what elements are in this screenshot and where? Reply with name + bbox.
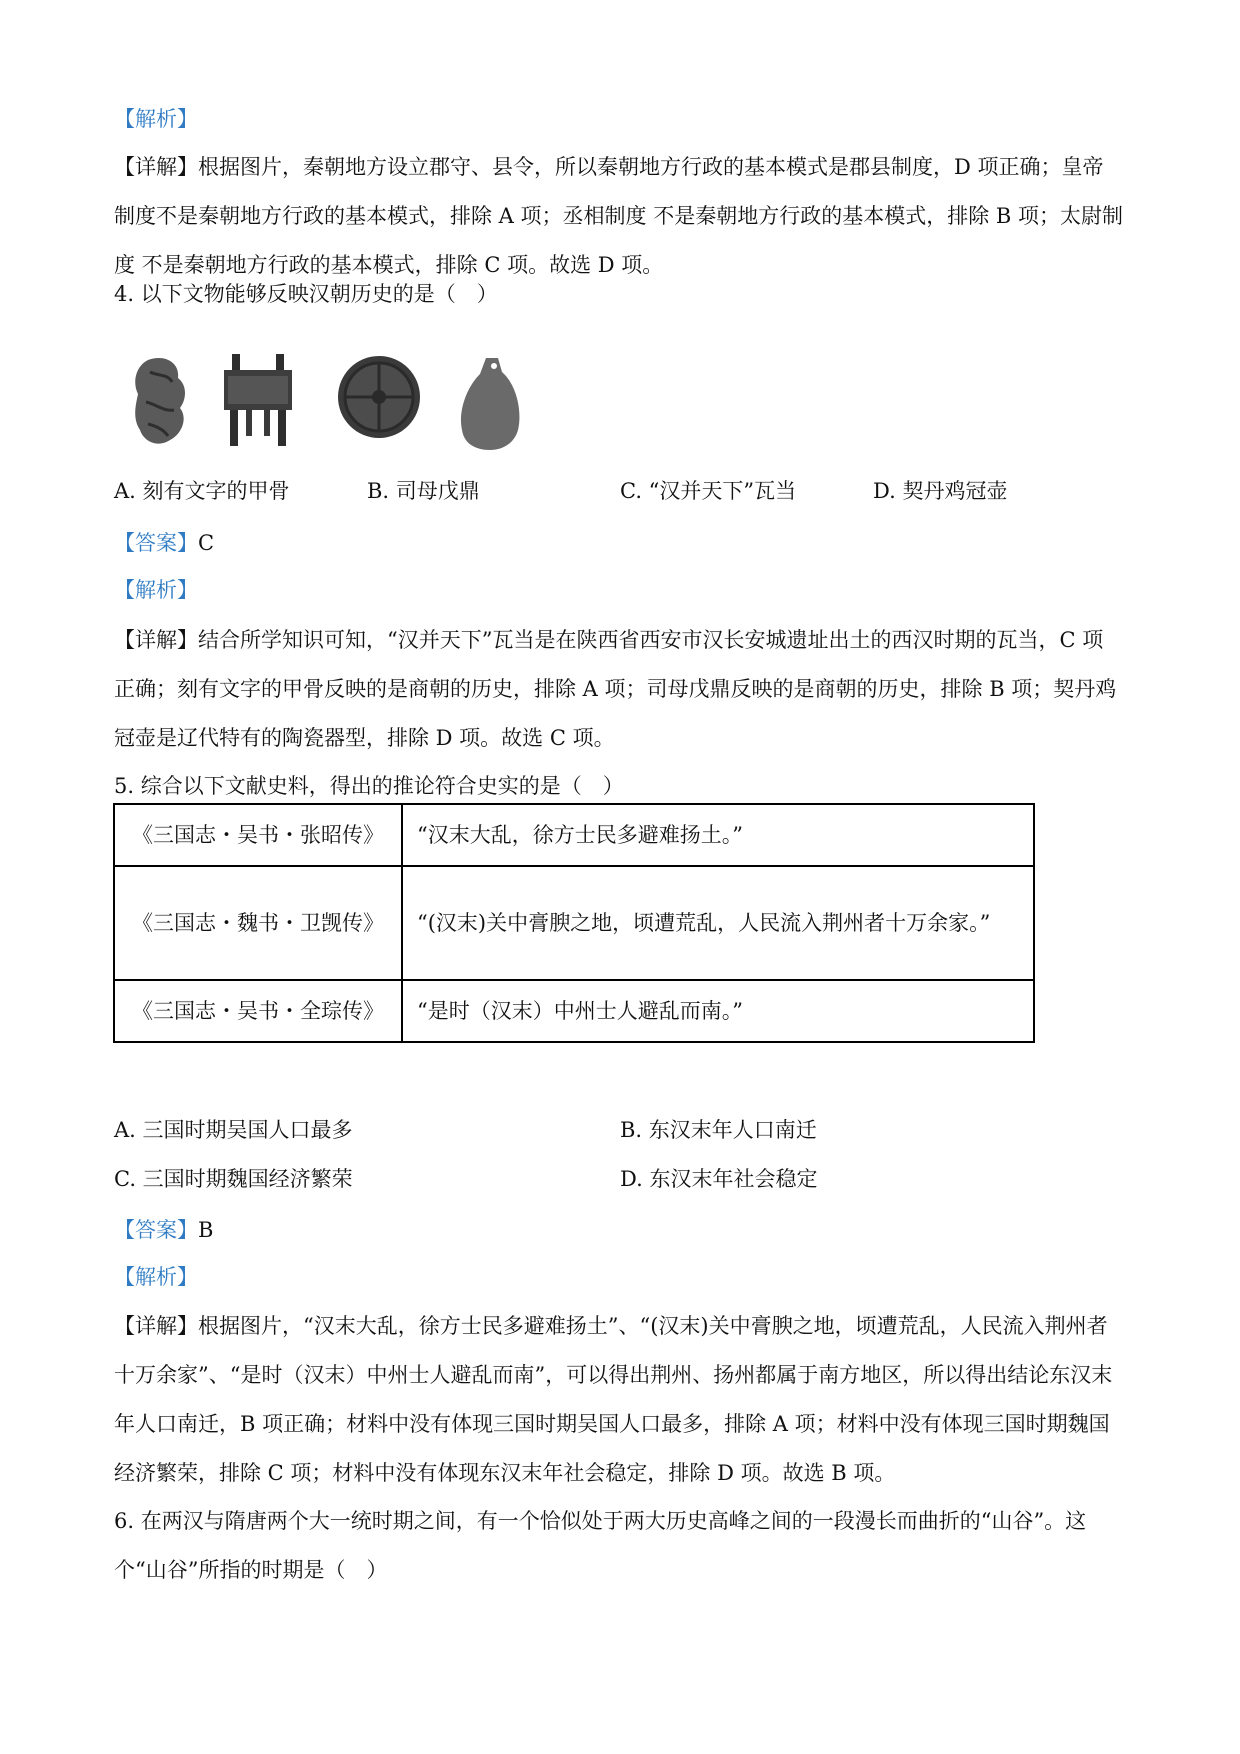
- q4-answer-value: C: [198, 531, 215, 555]
- q3-xiangjie: [114, 143, 1124, 290]
- table-row: [114, 866, 1034, 980]
- oracle-bone-image: [128, 352, 192, 452]
- q5-jiexi-tag: 【解析】: [114, 1265, 198, 1289]
- source-cell: 《三国志・魏书・卫觊传》: [114, 866, 402, 980]
- q5-stem: 5. 综合以下文献史料，得出的推论符合史实的是（ ）: [114, 774, 624, 798]
- table-row: [114, 980, 1034, 1042]
- q4-jiexi-tag: 【解析】: [114, 578, 198, 602]
- khitan-cockscomb-pot-image: [458, 352, 524, 452]
- q5-answer: [114, 1206, 1124, 1255]
- q4-answer-tag: 【答案】: [114, 531, 198, 555]
- q4-answer: [114, 519, 1124, 568]
- quote-cell: “汉末大乱，徐方士民多避难扬土。”: [402, 804, 1034, 866]
- q6-stem: 6. 在两汉与隋唐两个大一统时期之间，有一个恰似处于两大历史高峰之间的一段漫长而曲折的“山谷”。这个“山谷”所指的时期是（ ）: [114, 1509, 1087, 1582]
- table-row: [114, 804, 1034, 866]
- simuwu-ding-image: [218, 352, 298, 452]
- q5-source-table: [113, 803, 1035, 1043]
- q4-xiangjie-text: 结合所学知识可知，“汉并天下”瓦当是在陕西省西安市汉长安城遗址出土的西汉时期的瓦当，C 项正确；刻有文字的甲骨反映的是商朝的历史，排除 A 项；司母戊鼎反映的是商朝的历史，排除 B 项；契丹鸡冠壶是辽代特有的陶瓷器型，排除 D 项。故选 C 项。: [114, 628, 1117, 750]
- han-bing-tianxia-tile-image: [336, 352, 422, 442]
- q5-answer-tag: 【答案】: [114, 1218, 198, 1242]
- q3-jiexi-tag: 【解析】: [114, 107, 198, 131]
- quote-cell: “是时（汉末）中州士人避乱而南。”: [402, 980, 1034, 1042]
- q4-xiangjie-tag: 【详解】: [114, 628, 198, 652]
- q5-option-a: A. 三国时期吴国人口最多: [114, 1118, 353, 1142]
- q4-option-d: D. 契丹鸡冠壶: [873, 479, 1008, 503]
- q5-xiangjie: [114, 1302, 1124, 1498]
- q5-option-b: B. 东汉末年人口南迁: [620, 1118, 817, 1142]
- q5-answer-value: B: [198, 1218, 214, 1242]
- q4-xiangjie: [114, 616, 1124, 763]
- q4-option-c: C. “汉并天下”瓦当: [620, 479, 797, 503]
- q5-xiangjie-text: 根据图片，“汉末大乱，徐方士民多避难扬土”、“(汉末)关中膏腴之地，顷遭荒乱，人民流入荆州者十万余家”、“是时（汉末）中州士人避乱而南”，可以得出荆州、扬州都属于南方地区，所以得出结论东汉末年人口南迁，B 项正确；材料中没有体现三国时期吴国人口最多，排除 A 项；材料中没有体现三国时期魏国经济繁荣，排除 C 项；材料中没有体现东汉末年社会稳定，排除 D 项。故选 B 项。: [114, 1314, 1113, 1485]
- q3-xiangjie-text: 根据图片，秦朝地方设立郡守、县令，所以秦朝地方行政的基本模式是郡县制度，D 项正确；皇帝制度不是秦朝地方行政的基本模式，排除 A 项；丞相制度 不是秦朝地方行政的基本模式，排除 B 项；太尉制度 不是秦朝地方行政的基本模式，排除 C 项。故选 D 项。: [114, 155, 1123, 277]
- q5-option-c: C. 三国时期魏国经济繁荣: [114, 1167, 353, 1191]
- q3-xiangjie-tag: 【详解】: [114, 155, 198, 179]
- q5-option-d: D. 东汉末年社会稳定: [620, 1167, 818, 1191]
- source-cell: 《三国志・吴书・张昭传》: [114, 804, 402, 866]
- q4-option-a: A. 刻有文字的甲骨: [114, 479, 290, 503]
- source-cell: 《三国志・吴书・全琮传》: [114, 980, 402, 1042]
- q4-stem: 4. 以下文物能够反映汉朝历史的是（ ）: [114, 282, 498, 306]
- q5-xiangjie-tag: 【详解】: [114, 1314, 198, 1338]
- q4-option-b: B. 司母戊鼎: [367, 479, 480, 503]
- quote-cell: “(汉末)关中膏腴之地，顷遭荒乱，人民流入荆州者十万余家。”: [402, 866, 1034, 980]
